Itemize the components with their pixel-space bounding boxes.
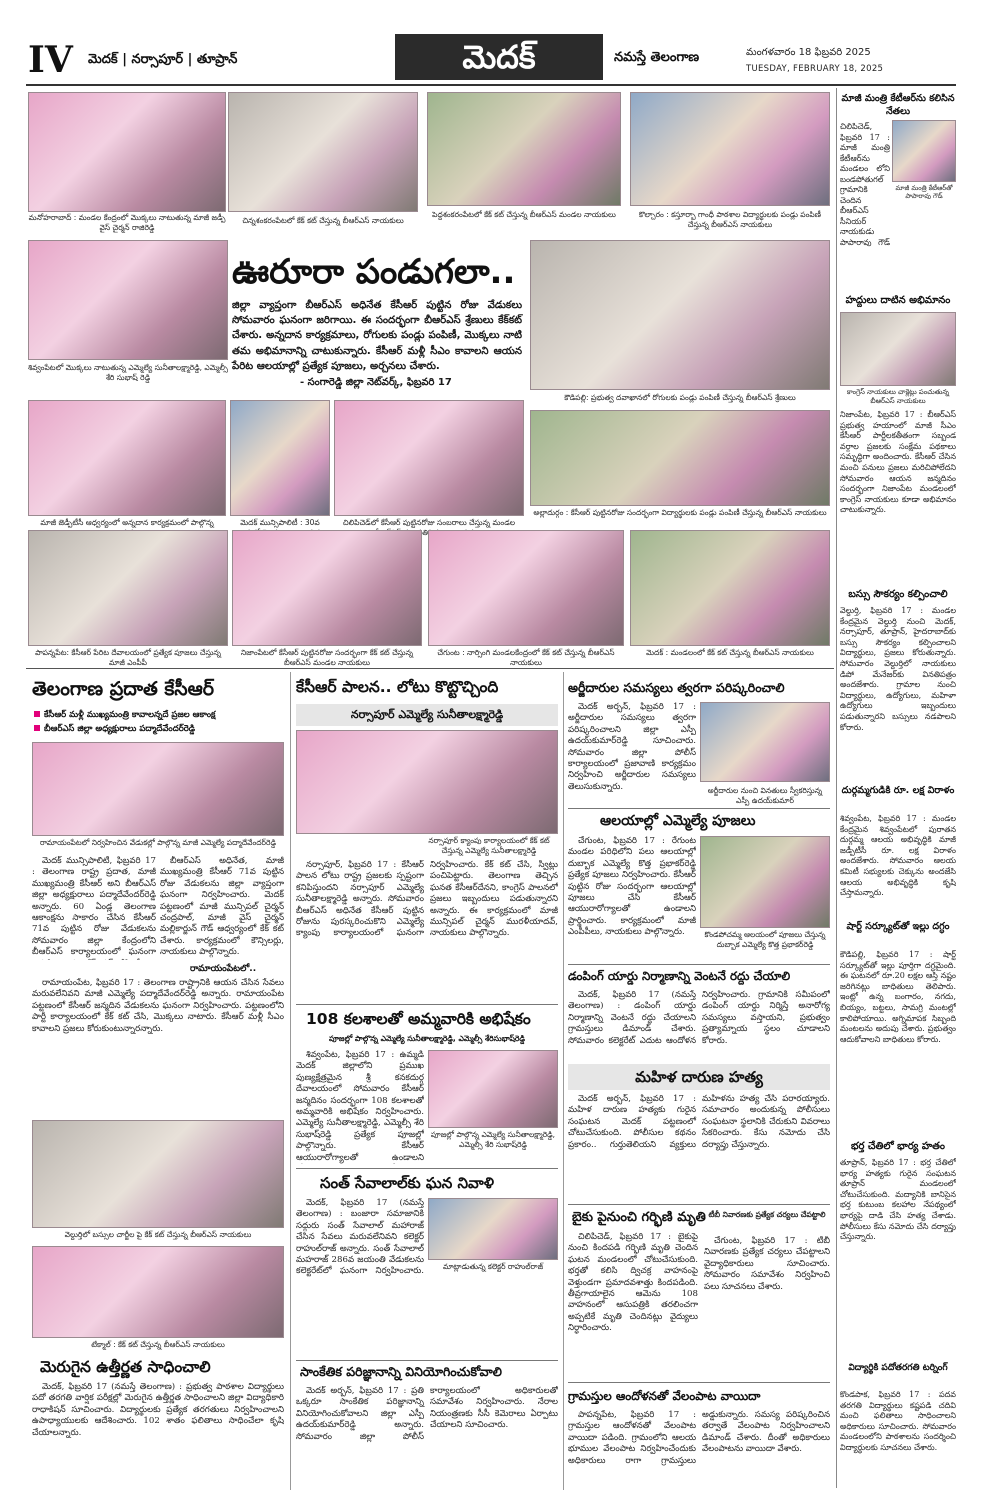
col3-story4 xyxy=(568,1094,830,1200)
col2-story4-text: మెదక్ అర్బన్, ఫిబ్రవరి 17 : ప్రతి ఒక్కరూ సాంకేతిక పరిజ్ఞానాన్ని వినియోగించుకోవాలని జిల్లా ఎస్పీ ఉదయ్‌కుమార్‌రెడ్డి అన్నారు. సోమవారం జిల్లా పోలీస్ కార్యాలయంలో అధికారులతో సమావేశం నిర్వహించారు. నేరాల నియంత్రణకు సీసీ కెమెరాలు ఏర్పాటు చేయాలని సూచించారు. xyxy=(296,1386,558,1442)
caption-tekmal: టేక్మాల్ : కేక్ కట్ చేస్తున్న బీఆర్ఎస్ నాయకులు xyxy=(91,1340,225,1349)
col1-headline: తెలంగాణ ప్రదాత కేసీఆర్ xyxy=(32,678,215,700)
caption-chilipichedu: చిలిపిచెడ్‌లో కేసీఆర్ పుట్టినరోజు సంబరాలు చేస్తున్న మండల xyxy=(342,518,516,527)
photo-chinnashankarampet xyxy=(228,92,418,212)
col3-story5b-text: చేగుంట, ఫిబ్రవరి 17 : టీబీ నివారణకు ప్రత్యేక చర్యలు చేపట్టాలని వైద్యాధికారులు సూచించారు. సోమవారం సమావేశం నిర్వహించి పలు సూచనలు చేశారు. xyxy=(704,1236,830,1292)
photo-alladurgam xyxy=(530,410,830,506)
right-box1-text xyxy=(840,122,890,248)
date-english: TUESDAY, FEBRUARY 18, 2025 xyxy=(746,64,884,74)
col3-story5b xyxy=(704,1236,830,1346)
photo-veldurthi-cake xyxy=(32,1120,284,1228)
col3-story5-text: చిలిపిచెడ్, ఫిబ్రవరి 17 : బైకుపై నుంచి కిందపడి గర్భిణి మృతి చెందిన ఘటన మండలంలో చోటుచేసుకుంది. భర్తతో కలిసి ద్విచక్ర వాహనంపై వెళ్తుండగా ప్రమాదవశాత్తు కిందపడింది. తీవ్రగాయాలైన ఆమెను 108 వాహనంలో ఆసుపత్రికి తరలించగా అప్పటికే మృతి చెందినట్లు వైద్యులు నిర్ధారించారు. xyxy=(568,1232,698,1334)
col1-story1-b-text: బీఆర్ఎస్ అధినేత, మాజీ ముఖ్యమంత్రి కేసీఆర్ 71వ పుట్టిన రోజు వేడుకలను జిల్లా వ్యాప్తంగా ఘనంగా నిర్వహించారు. మెదక్ పట్టణంలో మాజీ మున్సిపల్ చైర్మన్ చంద్రపాల్, మాజీ వైస్ చైర్మన్ మల్లికార్జున్ గౌడ్ ఆధ్వర్యంలో కేక్ కట్ చేశారు. కార్యక్రమంలో కౌన్సిలర్లు, నాయకులు పాల్గొన్నారు. xyxy=(160,856,284,958)
photo-narsapur-camp xyxy=(296,730,558,834)
photo-medak-30th-ward xyxy=(230,400,330,516)
right-box6-headline: భర్త చేతిలో భార్య హతం xyxy=(851,1141,945,1152)
col2-story1 xyxy=(296,860,558,1000)
col3-story3-text: మెదక్, ఫిబ్రవరి 17 (నమస్తే తెలంగాణ) : డంపింగ్ యార్డు నిర్మాణాన్ని వెంటనే రద్దు చేయాలని గ్రామస్తులు డిమాండ్ చేశారు. సోమవారం కలెక్టరేట్ ఎదుట ఆందోళన నిర్వహించారు. గ్రామానికి సమీపంలో డంపింగ్ యార్డు నిర్మిస్తే అనారోగ్య సమస్యలు వస్తాయని, ప్రభుత్వం ప్రత్యామ్నాయ స్థలం చూడాలని కోరారు. xyxy=(568,990,830,1046)
col2-rule2 xyxy=(296,1168,558,1169)
col3-rule3 xyxy=(568,1204,830,1205)
col2-subhead2: పూజల్లో పాల్గొన్న ఎమ్మెల్యే సునీతాలక్ష్మారెడ్డి, ఎమ్మెల్సీ శేరిసుభాష్‌రెడ్డి xyxy=(328,1034,526,1043)
col3-story2-text: చేగుంట, ఫిబ్రవరి 17 : రేగుంట మండల పరిధిలోని పలు ఆలయాల్లో దుబ్బాక ఎమ్మెల్యే కొత్త ప్రభాకర్‌రెడ్డి ప్రత్యేక పూజలు నిర్వహించారు. కేసీఆర్ పుట్టిన రోజు సందర్భంగా ఆలయాల్లో పూజలు చేసి కేసీఆర్ ఆయురారోగ్యాలతో ఉండాలని ప్రార్థించారు. కార్యక్రమంలో మాజీ ఎంపీపీలు, నాయకులు పాల్గొన్నారు. xyxy=(568,836,696,938)
col2-headline: కేసీఆర్ పాలన.. లోటు కొట్టొచ్చింది xyxy=(296,678,499,696)
photo-medak-mandal xyxy=(630,530,830,646)
col2-rule3 xyxy=(296,1360,558,1361)
caption-ramayampet: రామాయంపేటలో నిర్వహించిన వేడుకల్లో పాల్గొన్న మాజీ ఎమ్మెల్యే పద్మాదేవేందర్‌రెడ్డి xyxy=(39,838,277,847)
caption-abhishekam: పూజల్లో పాల్గొన్న ఎమ్మెల్యే సునీతాలక్ష్మారెడ్డి, ఎమ్మెల్సీ శేరి సుభాష్‌రెడ్డి xyxy=(430,1130,556,1149)
caption-papannapet: పాపన్నపేట: కేసీఆర్ పేరిట దేవాలయంలో ప్రత్యేక పూజలు చేస్తున్న మాజీ ఎంపీపీ xyxy=(35,648,221,667)
col2-story2 xyxy=(296,1050,424,1164)
col3-story5 xyxy=(568,1232,698,1382)
caption-medak-mandal: మెదక్ : మండలంలో కేక్ కట్ చేస్తున్న బీఆర్ఎస్ నాయకులు xyxy=(646,648,814,657)
right-box6-text xyxy=(840,1158,956,1358)
col2-story1-text: నర్సాపూర్, ఫిబ్రవరి 17 : కేసీఆర్ పాలన లోటు రాష్ట్ర ప్రజలకు స్పష్టంగా కనిపిస్తుందని నర్సాపూర్ ఎమ్మెల్యే సునీతాలక్ష్మారెడ్డి అన్నారు. సోమవారం బీఆర్ఎస్ అధినేత కేసీఆర్ పుట్టిన రోజును పురస్కరించుకొని ఎమ్మెల్యే క్యాంపు కార్యాలయంలో ఘనంగా నిర్వహించారు. కేక్ కట్ చేసి, స్వీట్లు పంచిపెట్టారు. తెలంగాణ తెచ్చిన ఘనత కేసీఆర్‌దేనని, కాంగ్రెస్ పాలనలో ప్రజలు ఇబ్బందులు పడుతున్నారని అన్నారు. ఈ కార్యక్రమంలో మాజీ మున్సిపల్ చైర్మన్ మురళీయాదవ్, నాయకులు పాల్గొన్నారు. xyxy=(296,860,558,939)
caption-nizampet: నిజాంపేటలో కేసీఆర్ పుట్టినరోజు సందర్భంగా కేక్ కట్ చేస్తున్న బీఆర్ఎస్ మండల నాయకులు xyxy=(240,648,414,667)
col3-headline4: మహిళ దారుణ హత్య xyxy=(635,1068,763,1086)
lead-headline: ఊరూరా పండుగలా.. xyxy=(232,252,516,292)
caption-tb: టీబీ నివారణకు ప్రత్యేక చర్యలు చేపట్టాలి xyxy=(708,1210,826,1219)
lead-byline: - సంగారెడ్డి జిల్లా నెట్‌వర్క్, ఫిబ్రవరి 17 xyxy=(300,377,452,388)
caption-veldurthi-cake: వెల్దుర్తిలో బస్సుల చార్జీల పై కేక్ కట్ చేస్తున్న బీఆర్ఎస్ నాయకులు xyxy=(64,1230,252,1239)
col3-story2 xyxy=(568,836,696,964)
right-box2-headline: హద్దులు దాటిన అభిమానం xyxy=(845,295,951,306)
caption-mla-temple: కొండపోచమ్మ ఆలయంలో పూజలు చేస్తున్న దుబ్బాక ఎమ్మెల్యే కొత్త ప్రభాకర్‌రెడ్డి xyxy=(704,930,826,949)
col1-bullet1-text: కేసీఆర్ మళ్లీ ముఖ్యమంత్రి కావాలన్నదే ప్రజల ఆకాంక్ష xyxy=(44,710,216,720)
photo-ktr xyxy=(892,120,956,182)
right-box2-text xyxy=(840,410,956,582)
col2-subhead-box xyxy=(296,704,558,726)
col1-story2-headline: మెరుగైన ఉత్తీర్ణత సాధించాలి xyxy=(40,1358,211,1376)
right-box5-text-body: కౌడిపల్లి, ఫిబ్రవరి 17 : షార్ట్ సర్క్యూట్‌తో ఇల్లు పూర్తిగా దగ్ధమైంది. ఈ ఘటనలో రూ.20 లక్షల ఆస్తి నష్టం జరిగినట్లు బాధితులు తెలిపారు. ఇంట్లో ఉన్న బంగారం, నగదు, బియ్యం, బట్టలు, సామగ్రి మంటల్లో కాలిపోయాయి. అగ్నిమాపక సిబ్బంది మంటలను అదుపు చేశారు. ప్రభుత్వం ఆదుకోవాలని బాధితులు కోరారు. xyxy=(840,950,956,1044)
edition-title-box xyxy=(395,34,603,80)
section-rule xyxy=(26,668,834,669)
photo-chegunta xyxy=(428,530,624,646)
col2-story3 xyxy=(296,1198,424,1278)
right-column-divider xyxy=(836,88,837,1488)
right-box7-text-body: కొండపాక, ఫిబ్రవరి 17 : పదవ తరగతి విద్యార్థులు కష్టపడి చదివి మంచి ఫలితాలు సాధించాలని అధికారులు సూచించారు. సోమవారం మండలంలోని పాఠశాలను సందర్శించి విద్యార్థులకు సూచనలు చేశారు. xyxy=(840,1390,956,1452)
caption-narsapur-camp: నర్సాపూర్ క్యాంపు కార్యాలయంలో కేక్ కట్ చేస్తున్న ఎమ్మెల్యే సునీతాలక్ష్మారెడ్డి xyxy=(428,836,550,855)
photo-shivvampet xyxy=(28,240,228,360)
col3-rule2 xyxy=(568,964,830,965)
col1-bullet2-text: బీఆర్ఎస్ జిల్లా అధ్యక్షురాలు పద్మాదేవేందర్‌రెడ్డి xyxy=(44,724,196,734)
caption-annadanam: మాజీ జెడ్పీటీసీ ఆధ్వర్యంలో అన్నదాన కార్యక్రమంలో పాల్గొన్న xyxy=(40,518,214,527)
caption-chegunta: చేగుంట : నార్సింగి మండలకేంద్రంలో కేక్ కట్ చేస్తున్న బీఆర్ఎస్ నాయకులు xyxy=(437,648,615,667)
col1-story1-b xyxy=(160,856,284,960)
photo-nizampet xyxy=(232,530,422,646)
col3-headline5: బైకు పైనుంచి గర్భిణి మృతి xyxy=(572,1210,706,1225)
col1-story1-a xyxy=(32,856,156,960)
right-box3-text-body: వెల్దుర్తి, ఫిబ్రవరి 17 : మండల కేంద్రమైన వెల్దుర్తి నుంచి మెదక్, నర్సాపూర్, తూప్రాన్, హైదరాబాద్‌కు బస్సు సౌకర్యం కల్పించాలని విద్యార్థులు, ప్రజలు కోరుతున్నారు. సోమవారం వెల్దుర్తిలో నాయకులు డిపో మేనేజర్‌కు వినతిపత్రం అందజేశారు. గ్రామాల నుంచి విద్యార్థులు, ఉద్యోగులు, మహిళా ఉద్యోగులు ఇబ్బందులు పడుతున్నారని బస్సులు నడపాలని కోరారు. xyxy=(840,606,956,732)
right-box7-headline: విద్యార్థికి పదోతరగతి టర్నింగ్ xyxy=(848,1363,948,1373)
col3-headline6: గ్రామస్తుల ఆందోళనతో వేలంపాట వాయిదా xyxy=(568,1389,761,1403)
right-box2-text-body: నిజాంపేట, ఫిబ్రవరి 17 : బీఆర్ఎస్ ప్రభుత్వ హయాంలో మాజీ సీఎం కేసీఆర్ పార్టీలకతీతంగా సబ్బండ వర్గాల ప్రజలకు సంక్షేమ పథకాలు సమృద్ధిగా అందించారు. కేసీఆర్ చేసిన మంచి పనులు ప్రజలు మరిచిపోలేదని సోమవారం ఆయన జన్మదినం సందర్భంగా నిజాంపేట మండలంలో కాంగ్రెస్ నాయకులు కూడా అభిమానం చాటుకున్నారు. xyxy=(840,410,956,515)
date-telugu: మంగళవారం 18 ఫిబ్రవరి 2025 xyxy=(746,47,871,58)
col12-divider xyxy=(290,672,291,1490)
col3-story1 xyxy=(568,702,696,802)
right-box4-headline: దుర్గమ్మగుడికి రూ. లక్ష విరాళం xyxy=(841,785,955,796)
photo-ramayampet xyxy=(32,742,284,836)
col1-story2-text xyxy=(32,1382,284,1492)
col3-story6-text: పాపన్నపేట, ఫిబ్రవరి 17 : గ్రామస్తుల ఆందోళనతో వేలంపాట వాయిదా పడింది. గ్రామంలోని ఆలయ భూముల వేలంపాట నిర్వహించేందుకు అధికారులు రాగా గ్రామస్తులు అడ్డుకున్నారు. సమస్య పరిష్కరించిన తర్వాతే వేలంపాట నిర్వహించాలని డిమాండ్ చేశారు. దీంతో అధికారులు వేలంపాటను వాయిదా వేశారు. xyxy=(568,1410,830,1466)
photo-abhishekam xyxy=(428,1050,558,1128)
right-box3-headline: బస్సు సౌకర్యం కల్పించాలి xyxy=(848,589,948,600)
caption-shivvampet: శివ్వంపేటలో మొక్కలు నాటుతున్న ఎమ్మెల్యే సునీతాలక్ష్మారెడ్డి, ఎమ్మెల్సీ శేరి సుభాష్ రెడ్డి xyxy=(28,363,228,382)
caption-kolcharam: కొల్చారం : కస్తూర్బా గాంధీ పాఠశాల విద్యార్థులకు పండ్లు పంపిణీ చేస్తున్న బీఆర్ఎస్ నాయకులు xyxy=(639,210,821,229)
photo-collector xyxy=(428,1198,558,1260)
right-box4-text-body: శివ్వంపేట, ఫిబ్రవరి 17 : మండల కేంద్రమైన శివ్వంపేటలో పురాతన దుర్గమ్మ ఆలయ అభివృద్ధికి మాజీ జడ్పీటీసీ రూ. లక్ష విరాళం అందజేశారు. సోమవారం ఆలయ కమిటీ సభ్యులకు చెక్కును అందజేసి ఆలయ అభివృద్ధికి కృషి చేస్తామన్నారు. xyxy=(840,814,956,898)
photo-sp-grievance xyxy=(700,702,830,782)
right-box6-text-body: తూప్రాన్, ఫిబ్రవరి 17 : భర్త చేతిలో భార్య హత్యకు గురైన సంఘటన తూప్రాన్ మండలంలో చోటుచేసుకుంది. మద్యానికి బానిసైన భర్త కుటుంబ కలహాల నేపథ్యంలో భార్యపై దాడి చేసి హత్య చేశాడు. పోలీసులు కేసు నమోదు చేసి దర్యాప్తు చేస్తున్నారు. xyxy=(840,1158,956,1242)
col3-headline1: అర్జీదారుల సమస్యలు త్వరగా పరిష్కరించాలి xyxy=(568,680,785,695)
col2-headline3: సంత్ సేవాలాల్‌కు ఘన నివాళి xyxy=(320,1174,495,1192)
col1-story1-a-text: మెదక్ మున్సిపాలిటీ, ఫిబ్రవరి 17 : తెలంగాణ రాష్ట్ర ప్రదాత, మాజీ ముఖ్యమంత్రి కేసీఆర్ అని బీఆర్ఎస్ జిల్లా అధ్యక్షురాలు పద్మాదేవేందర్‌రెడ్డి అన్నారు. 60 ఏండ్ల తెలంగాణ ఆకాంక్షను సాకారం చేసిన కేసీఆర్ 71వ పుట్టిన రోజు వేడుకలను సోమవారం జిల్లా కేంద్రంలోని బీఆర్ఎస్ కార్యాలయంలో ఘనంగా xyxy=(32,856,156,958)
col1-bullet1 xyxy=(34,710,284,722)
col3-story1-text: మెదక్ అర్బన్, ఫిబ్రవరి 17 : అర్జీదారుల సమస్యలు త్వరగా పరిష్కరించాలని జిల్లా ఎస్పీ ఉదయ్‌కుమార్‌రెడ్డి సూచించారు. సోమవారం జిల్లా పోలీస్ కార్యాలయంలో ప్రజావాణి కార్యక్రమం నిర్వహించి అర్జీదారుల సమస్యలు తెలుసుకున్నారు. xyxy=(568,702,696,792)
right-box5-headline: షార్ట్ సర్క్యూట్‌తో ఇల్లు దగ్ధం xyxy=(846,921,950,932)
masthead-rule xyxy=(26,84,956,86)
col3-rule4 xyxy=(568,1382,830,1383)
col3-headline3: డంపింగ్ యార్డు నిర్మాణాన్ని వెంటనే రద్దు చేయాలి xyxy=(568,969,791,983)
right-box4-text xyxy=(840,814,956,914)
caption-kowdipally: కౌడిపల్లి: ప్రభుత్వ దవాఖానలో రోగులకు పండ్లు పంపిణీ చేస్తున్న బీఆర్ఎస్ శ్రేణులు xyxy=(564,393,796,402)
brand-name: నమస్తే తెలంగాణ xyxy=(614,50,700,65)
col1-bullet2 xyxy=(34,724,284,736)
right-box1-text-body: చిలిపిచెడ్, ఫిబ్రవరి 17 : మాజీ మంత్రి కేటీఆర్‌ను మండలం లోని బండపోతుగల్ గ్రామానికి చెందిన బీఆర్ఎస్ సీనియర్ నాయకుడు పాపారావు గౌడ్ xyxy=(840,122,890,247)
caption-alladurgam: అల్లాదుర్గం : కేసీఆర్ పుట్టినరోజు సందర్భంగా విద్యార్థులకు పండ్లు పంపిణీ చేస్తున్న బీఆర్ఎస్ నాయకులు xyxy=(533,508,827,517)
col2-story2-text: శివ్వంపేట, ఫిబ్రవరి 17 : ఉమ్మడి మెదక్ జిల్లాలోని ప్రముఖ పుణ్యక్షేత్రమైన శ్రీ కనకదుర్గ దేవాలయంలో సోమవారం కేసీఆర్ జన్మదినం సందర్భంగా 108 కలశాలతో అమ్మవారికి అభిషేకం నిర్వహించారు. ఎమ్మెల్యే సునీతాలక్ష్మారెడ్డి, ఎమ్మెల్సీ శేరి సుభాష్‌రెడ్డి ప్రత్యేక పూజల్లో పాల్గొన్నారు. కేసీఆర్ ఆయురారోగ్యాలతో ఉండాలని xyxy=(296,1050,424,1163)
col2-rule1 xyxy=(296,1004,558,1005)
edition-title: మెదక్ xyxy=(462,38,536,76)
col3-headline2: ఆలయాల్లో ఎమ్మెల్యే పూజలు xyxy=(600,813,756,829)
section-names: మెదక్ | నర్సాపూర్ | తూప్రాన్ xyxy=(88,52,238,67)
caption-sp-grievance: అర్జీదారుల నుంచి వినతులు స్వీకరిస్తున్న ఎస్పీ ఉదయ్‌కుమార్ xyxy=(707,786,823,805)
lead-body-text: జిల్లా వ్యాప్తంగా బీఆర్ఎస్ అధినేత కేసీఆర్ పుట్టిన రోజు వేడుకలు సోమవారం ఘనంగా జరిగాయి. ఈ సందర్భంగా బీఆర్ఎస్ శ్రేణులు కేక్‌కట్ చేశారు. అన్నదాన కార్యక్రమాలు, రోగులకు పండ్లు పంపిణీ, మొక్కలు నాటి తమ అభిమానాన్ని చాటుకున్నారు. కేసీఆర్ మళ్లీ సీఎం కావాలని ఆయన పేరిట ఆలయాల్లో ప్రత్యేక పూజలు, అర్చనలు చేశారు. xyxy=(232,300,522,372)
photo-manoharabad xyxy=(28,92,226,212)
col23-divider xyxy=(563,672,564,1490)
bullet1-icon xyxy=(34,711,40,717)
photo-chilipichedu xyxy=(334,400,524,516)
col3-story6 xyxy=(568,1410,830,1490)
photo-peddashankarampet xyxy=(427,92,621,206)
col3-headline4-box xyxy=(568,1064,830,1090)
photo-kowdipally xyxy=(530,240,830,390)
right-box5-text xyxy=(840,950,956,1130)
caption-collector: మాట్లాడుతున్న కలెక్టర్ రాహుల్‌రాజ్ xyxy=(442,1262,544,1271)
bullet2-icon xyxy=(34,725,40,731)
caption-ktr: మాజీ మంత్రి కేటీఆర్‌తో పాపారావు గౌడ్ xyxy=(895,184,953,200)
col2-headline2: 108 కలశాలతో అమ్మవారికి అభిషేకం xyxy=(306,1010,531,1028)
photo-annadanam xyxy=(28,400,226,516)
col3-story3 xyxy=(568,990,830,1060)
lead-body xyxy=(232,298,522,374)
col2-subhead: నర్సాపూర్ ఎమ్మెల్యే సునీతాలక్ష్మారెడ్డి xyxy=(350,708,504,721)
caption-manoharabad: మనోహరాబాద్ : మండల కేంద్రంలో మొక్కలు నాటుతున్న మాజీ జడ్పీ వైస్ చైర్మన్ రాజిరెడ్డి xyxy=(28,213,226,232)
photo-mla-temple xyxy=(700,836,830,928)
caption-congress-leaders: కాంగ్రెస్ నాయకులు చాక్లెట్లు పంచుతున్న బీఆర్ఎస్ నాయకులు xyxy=(846,388,950,405)
col1-story1-c xyxy=(32,978,284,1128)
col2-story4 xyxy=(296,1386,558,1490)
col2-story3-text: మెదక్, ఫిబ్రవరి 17 (నమస్తే తెలంగాణ) : బంజారా సమాజానికి సద్గురు సంత్ సేవాలాల్ మహారాజ్ చేసిన సేవలు మరువలేనివని కలెక్టర్ రాహుల్‌రాజ్ అన్నారు. సంత్ సేవాలాల్ మహరాజ్ 286వ జయంతి వేడుకలను కలెక్టరేట్‌లో ఘనంగా నిర్వహించారు. xyxy=(296,1198,424,1277)
right-box7-text xyxy=(840,1390,956,1490)
col3-rule1 xyxy=(568,808,830,809)
caption-chinnashankarampet: చిన్నశంకరంపేటలో కేక్ కట్ చేస్తున్న బీఆర్ఎస్ నాయకులు xyxy=(242,216,404,225)
caption-medak-30th-ward: మెదక్ మున్సిపాలిటీ : 30వ xyxy=(240,518,320,527)
col1-story2-body: మెదక్, ఫిబ్రవరి 17 (నమస్తే తెలంగాణ) : ప్రభుత్వ పాఠశాల విద్యార్థులు పదో తరగతి వార్షిక పరీక్షల్లో మెరుగైన ఉత్తీర్ణత సాధించాలని జిల్లా విద్యాధికారి రాధాకిషన్ సూచించారు. విద్యార్థులకు ప్రత్యేక తరగతులు నిర్వహించాలని ఉపాధ్యాయులకు ఆదేశించారు. 102 శాతం ఫలితాలు సాధించేలా కృషి చేయాలన్నారు. xyxy=(32,1382,284,1438)
col1-subhead: రామాయంపేటలో.. xyxy=(190,964,257,974)
photo-tekmal xyxy=(32,1246,284,1338)
col1-story1-c-text: రామాయంపేట, ఫిబ్రవరి 17 : తెలంగాణ రాష్ట్రానికి ఆయన చేసిన సేవలు మరువలేనివని మాజీ ఎమ్మెల్యే పద్మాదేవేందర్‌రెడ్డి అన్నారు. రామాయంపేట పట్టణంలో కేసీఆర్ జన్మదిన వేడుకలను ఘనంగా నిర్వహించారు. పట్టణంలోని పార్టీ కార్యాలయంలో కేక్ కట్ చేసి, మొక్కలు నాటారు. కేసీఆర్ మళ్లీ సీఎం కావాలని ప్రజలు కోరుకుంటున్నారన్నారు. xyxy=(32,978,284,1034)
photo-papannapet xyxy=(28,530,228,646)
right-box3-text xyxy=(840,606,956,786)
right-box1-headline: మాజీ మంత్రి కేటీఆర్‌ను కలిసిన నేతలు xyxy=(841,93,955,117)
photo-kolcharam xyxy=(630,92,830,206)
col3-story4-text: మెదక్ అర్బన్, ఫిబ్రవరి 17 : మహిళ దారుణ హత్యకు గురైన సంఘటన మెదక్ పట్టణంలో చోటుచేసుకుంది. పోలీసుల కథనం ప్రకారం.. గుర్తుతెలియని వ్యక్తులు మహిళను హత్య చేసి పరారయ్యారు. సమాచారం అందుకున్న పోలీసులు సంఘటనా స్థలానికి చేరుకుని వివరాలు సేకరించారు. కేసు నమోదు చేసి దర్యాప్తు చేస్తున్నారు. xyxy=(568,1094,830,1150)
photo-congress-leaders xyxy=(840,312,956,386)
caption-peddashankarampet: పెద్దశంకరంపేటలో కేక్ కట్ చేస్తున్న బీఆర్ఎస్ మండల నాయకులు xyxy=(432,210,616,219)
page-number: IV xyxy=(28,39,73,81)
col2-headline4: సాంకేతిక పరిజ్ఞానాన్ని వినియోగించుకోవాలి xyxy=(300,1364,502,1379)
